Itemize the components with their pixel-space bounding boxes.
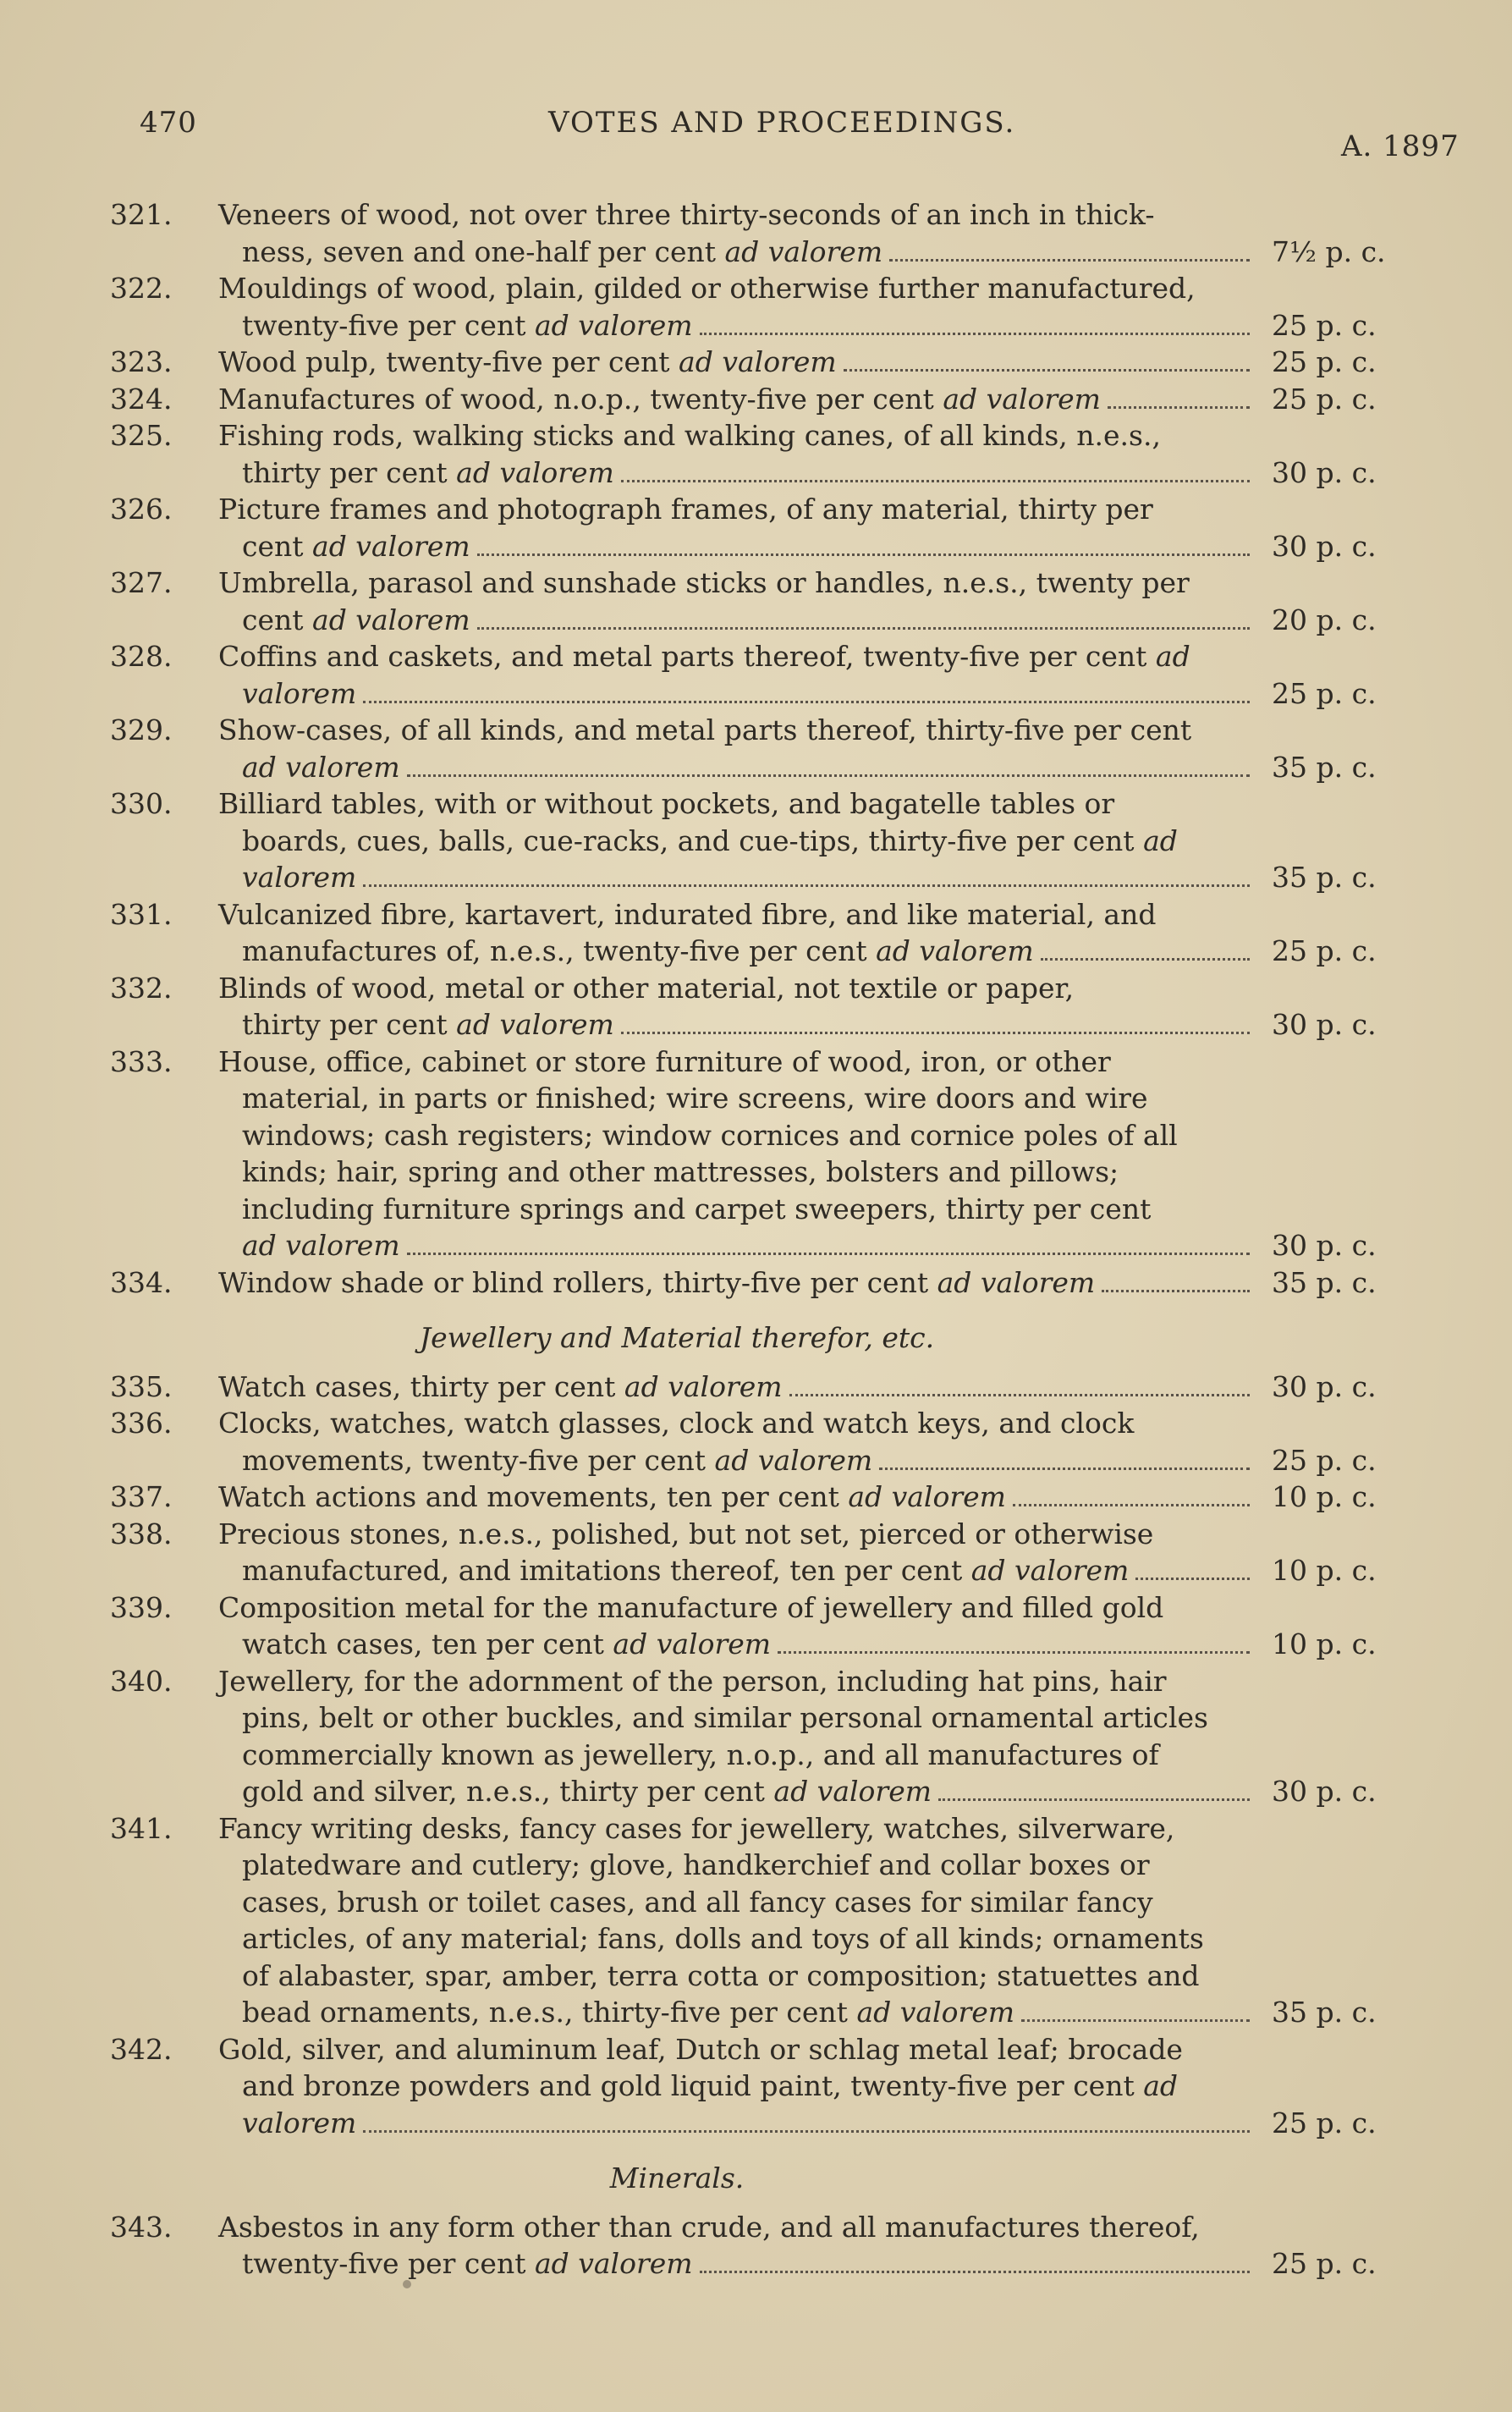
section-heading: Jewellery and Material therefor, etc. [419,1321,935,1354]
session-year: A. 1897 [1341,129,1460,163]
description-line: cent ad valorem [218,602,1255,639]
dot-leader [1013,1504,1250,1506]
item-description [218,381,1255,418]
description-line: Watch actions and movements, ten per cent ad valorem [218,1479,1255,1516]
description-line: Asbestos in any form other than crude, and all manufactures thereof, [218,2210,1200,2244]
dot-leader [621,1032,1250,1034]
tariff-item [110,344,1379,381]
dot-leader [477,553,1250,556]
description-line: Precious stones, n.e.s., polished, but not set, pierced or otherwise [218,1517,1154,1550]
item-description [218,1516,1255,1589]
dot-leader [1135,1578,1250,1580]
description-line: material, in parts or finished; wire screens, wire doors and wire [242,1082,1148,1115]
tariff-item [110,1479,1379,1516]
tariff-item [110,491,1379,564]
dot-leader [700,333,1250,335]
dot-leader [621,480,1250,482]
item-description [218,1264,1255,1302]
item-description [218,1368,1255,1406]
tariff-item [110,1589,1379,1663]
duty-rate: 10 p. c. [1272,1480,1377,1513]
item-description [218,896,1255,970]
item-number: 326. [110,493,173,526]
description-line: movements, twenty-five per cent ad valorem [218,1442,1255,1479]
dot-leader [477,627,1250,630]
tariff-item [110,1264,1379,1302]
description-line: pins, belt or other buckles, and similar personal ornamental articles [242,1701,1208,1734]
item-description [218,1405,1255,1479]
item-description [218,1479,1255,1516]
description-line: of alabaster, spar, amber, terra cotta or composition; statuettes and [242,1958,1200,1992]
description-line: including furniture springs and carpet sweepers, thirty per cent [242,1192,1152,1225]
description-line: Show-cases, of all kinds, and metal parts thereof, thirty-five per cent [218,713,1192,746]
description-line: valorem [218,859,1255,896]
description-line: House, office, cabinet or store furniture of wood, iron, or other [218,1044,1111,1078]
description-line: ness, seven and one-half per cent ad valorem [218,234,1255,271]
dot-leader [1041,958,1250,961]
description-line: Umbrella, parasol and sunshade sticks or handles, n.e.s., twenty per [218,566,1190,599]
tariff-item [110,564,1379,638]
duty-rate: 7½ p. c. [1272,234,1386,268]
description-line: Coffins and caskets, and metal parts thereof, twenty-five per cent ad [218,640,1190,673]
tariff-list [110,196,1386,2283]
description-line: Mouldings of wood, plain, gilded or otherwise further manufactured, [218,272,1196,305]
item-description [218,564,1255,638]
description-line: windows; cash registers; window cornices and cornice poles of all [242,1118,1178,1152]
tariff-item [110,1663,1379,1810]
duty-rate: 30 p. c. [1272,1229,1377,1262]
dot-leader [363,2130,1250,2133]
item-number: 337. [110,1480,173,1513]
duty-rate: 25 p. c. [1272,1443,1377,1477]
item-description [218,1810,1255,2031]
description-line: Fancy writing desks, fancy cases for jewellery, watches, silverware, [218,1811,1175,1845]
item-number: 329. [110,713,173,746]
tariff-item [110,2031,1379,2142]
item-number: 334. [110,1265,173,1299]
item-description [218,712,1255,785]
description-line: thirty per cent ad valorem [218,454,1255,492]
tariff-item [110,1516,1379,1589]
item-number: 333. [110,1044,173,1078]
duty-rate: 25 p. c. [1272,2247,1377,2280]
item-number: 321. [110,198,173,231]
description-line: Blinds of wood, metal or other material, not textile or paper, [218,971,1075,1005]
item-number: 325. [110,419,173,452]
tariff-item [110,638,1379,712]
dot-leader [778,1651,1250,1654]
item-description [218,2031,1255,2142]
description-line: twenty-five per cent ad valorem [218,307,1255,344]
description-line: Fishing rods, walking sticks and walking canes, of all kinds, n.e.s., [218,419,1161,452]
duty-rate: 30 p. c. [1272,455,1377,489]
duty-rate: 35 p. c. [1272,1996,1377,2029]
duty-rate: 25 p. c. [1272,345,1377,378]
description-line: Composition metal for the manufacture of jewellery and filled gold [218,1590,1164,1624]
description-line: bead ornaments, n.e.s., thirty-five per cent ad valorem [218,1994,1255,2031]
tariff-item [110,785,1379,896]
description-line: Manufactures of wood, n.o.p., twenty-five per cent ad valorem [218,381,1255,418]
description-line: boards, cues, balls, cue-racks, and cue-tips, thirty-five per cent ad [242,823,1178,857]
dot-leader [1102,1290,1250,1292]
item-number: 341. [110,1811,173,1845]
item-number: 328. [110,640,173,673]
description-line: cases, brush or toilet cases, and all fancy cases for similar fancy [242,1885,1153,1919]
dot-leader [407,774,1250,777]
description-line: gold and silver, n.e.s., thirty per cent ad valorem [218,1773,1255,1810]
item-description [218,785,1255,896]
item-description [218,491,1255,564]
item-description [218,1663,1255,1810]
dot-leader [938,1798,1250,1801]
tariff-item [110,712,1379,785]
dot-leader [700,2271,1250,2273]
duty-rate: 30 p. c. [1272,529,1377,563]
item-number: 335. [110,1369,173,1403]
description-line: Billiard tables, with or without pockets, and bagatelle tables or [218,787,1115,820]
item-number: 336. [110,1407,173,1440]
tariff-item [110,1810,1379,2031]
dot-leader [1021,2019,1250,2022]
description-line: Veneers of wood, not over three thirty-seconds of an inch in thick- [218,198,1155,231]
dot-leader [1108,406,1250,409]
item-description [218,417,1255,491]
description-line: Gold, silver, and aluminum leaf, Dutch or schlag metal leaf; brocade [218,2032,1183,2066]
duty-rate: 25 p. c. [1272,308,1377,342]
description-line: valorem [218,675,1255,713]
description-line: manufactures of, n.e.s., twenty-five per cent ad valorem [218,933,1255,970]
tariff-item [110,381,1379,418]
item-number: 324. [110,382,173,416]
duty-rate: 25 p. c. [1272,676,1377,710]
item-description [218,2209,1255,2283]
duty-rate: 10 p. c. [1272,1627,1377,1660]
dot-leader [844,369,1250,372]
description-line: ad valorem [218,749,1255,786]
item-description [218,270,1255,344]
item-description [218,1589,1255,1663]
description-line: twenty-five per cent ad valorem [218,2245,1255,2283]
item-number: 338. [110,1517,173,1550]
duty-rate: 10 p. c. [1272,1554,1377,1587]
tariff-item [110,896,1379,970]
description-line: valorem [218,2105,1255,2142]
description-line: articles, of any material; fans, dolls and toys of all kinds; ornaments [242,1922,1204,1955]
item-number: 342. [110,2032,173,2066]
description-line: ad valorem [218,1227,1255,1264]
tariff-item [110,196,1386,270]
description-line: Vulcanized fibre, kartavert, indurated fibre, and like material, and [218,897,1157,931]
tariff-item [110,970,1379,1044]
dot-leader [879,1468,1250,1470]
description-line: Window shade or blind rollers, thirty-five per cent ad valorem [218,1264,1255,1302]
item-number: 330. [110,787,173,820]
item-number: 339. [110,1590,173,1624]
duty-rate: 35 p. c. [1272,1265,1377,1299]
tariff-item [110,417,1379,491]
dot-leader [407,1253,1250,1255]
item-description [218,196,1255,270]
duty-rate: 30 p. c. [1272,1008,1377,1041]
tariff-item [110,1368,1379,1406]
duty-rate: 35 p. c. [1272,861,1377,894]
duty-rate: 20 p. c. [1272,603,1377,636]
description-line: platedware and cutlery; glove, handkerchief and collar boxes or [242,1848,1150,1881]
tariff-item [110,1044,1379,1264]
description-line: Watch cases, thirty per cent ad valorem [218,1368,1255,1406]
description-line: and bronze powders and gold liquid paint, twenty-five per cent ad [242,2069,1179,2102]
item-number: 332. [110,971,173,1005]
dot-leader [789,1394,1250,1396]
item-description [218,970,1255,1044]
duty-rate: 35 p. c. [1272,750,1377,784]
section-heading: Minerals. [609,2161,745,2194]
dot-leader [363,701,1250,703]
tariff-item [110,270,1379,344]
tariff-item [110,2209,1379,2283]
duty-rate: 25 p. c. [1272,934,1377,967]
duty-rate: 25 p. c. [1272,2106,1377,2139]
description-line: Wood pulp, twenty-five per cent ad valorem [218,344,1255,381]
item-number: 327. [110,566,173,599]
duty-rate: 30 p. c. [1272,1369,1377,1403]
item-description [218,344,1255,381]
description-line: Jewellery, for the adornment of the person, including hat pins, hair [218,1664,1167,1698]
item-number: 323. [110,345,173,378]
description-line: watch cases, ten per cent ad valorem [218,1626,1255,1663]
dot-leader [363,884,1250,887]
page-number: 470 [140,106,197,140]
item-description [218,638,1255,712]
description-line: commercially known as jewellery, n.o.p., and all manufactures of [242,1737,1159,1771]
duty-rate: 30 p. c. [1272,1775,1377,1808]
dot-leader [889,259,1250,262]
description-line: Clocks, watches, watch glasses, clock and watch keys, and clock [218,1407,1135,1440]
description-line: manufactured, and imitations thereof, ten per cent ad valorem [218,1552,1255,1589]
item-number: 322. [110,272,173,305]
item-description [218,1044,1255,1264]
description-line: kinds; hair, spring and other mattresses, bolsters and pillows; [242,1155,1119,1188]
duty-rate: 25 p. c. [1272,382,1377,416]
item-number: 340. [110,1664,173,1698]
item-number: 343. [110,2210,173,2244]
description-line: Picture frames and photograph frames, of any material, thirty per [218,493,1153,526]
tariff-item [110,1405,1379,1479]
page-title: VOTES AND PROCEEDINGS. [548,106,1016,140]
ink-smudge [403,2280,411,2288]
description-line: thirty per cent ad valorem [218,1006,1255,1044]
description-line: cent ad valorem [218,528,1255,565]
item-number: 331. [110,897,173,931]
